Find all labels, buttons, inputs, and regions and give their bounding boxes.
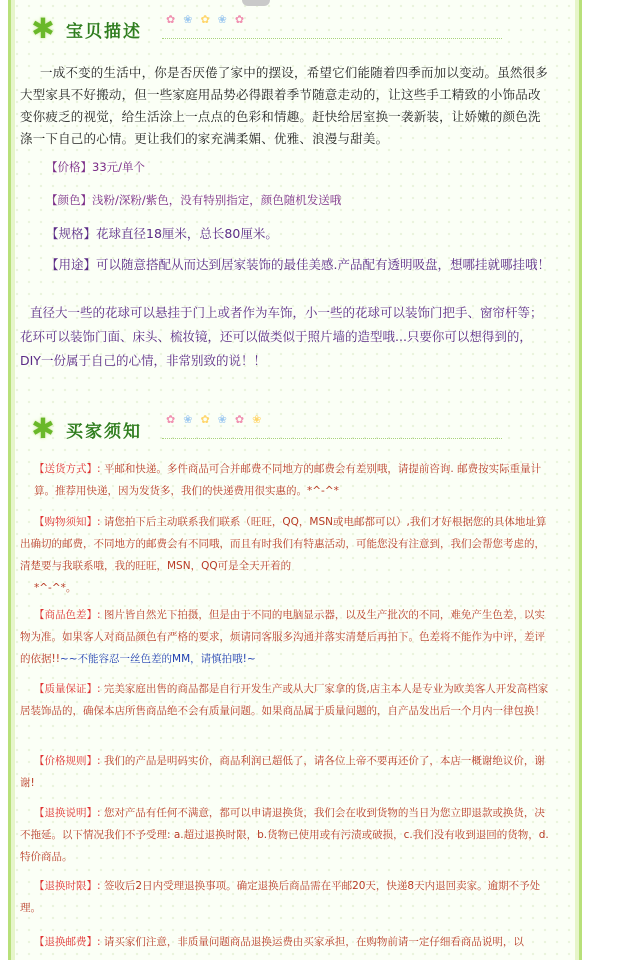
spec-value: 花球直径18厘米，总长80厘米。 xyxy=(96,226,278,241)
diy-paragraph: 直径大一些的花球可以悬挂于门上或者作为车饰，小一些的花球可以装饰门把手、窗帘杆等；花环可以装饰门面、床头、梳妆镜，还可以做类似于照片墙的造型哦...只要你可以想得到的，DIY一份属于自己的心情，非常别致的说！！ xyxy=(20,305,543,368)
flower-icon: ✿ xyxy=(166,413,176,426)
notice-label: 【退换说明】: xyxy=(34,807,101,819)
flower-icon: ❀ xyxy=(252,413,262,426)
flower-icon: ❀ xyxy=(183,413,193,426)
top-cap xyxy=(242,0,270,6)
spec-label: 【用途】 xyxy=(46,257,97,272)
notice-label: 【退换邮费】: xyxy=(34,936,101,948)
notice-price-rule xyxy=(20,750,552,794)
flower-icon: ✿ xyxy=(234,13,245,26)
flower-icon: ❀ xyxy=(217,13,227,26)
spec-color xyxy=(46,192,341,208)
notice-shipping xyxy=(20,458,552,502)
notice-text: 平邮和快递。多件商品可合并邮费不同地方的邮费会有差别哦，请提前咨询. xyxy=(103,463,454,475)
notice-text: 您对产品有任何不满意，都可以申请退换货，我们会在收到货物的当日为您立即退款或换货，决不拖延。以下情况我们不予受理: a.超过退换时限，b.货物已使用或有污渍或破损，c.我们没有收到退回的货物，d.特价商品。 xyxy=(20,807,549,863)
notice-text: 我们的产品是明码实价，商品利润已超低了，请各位上帝不要再还价了，本店一概谢绝议价，谢谢! xyxy=(20,755,545,789)
notice-label: 【送货方式】: xyxy=(34,463,101,475)
notice-label: 【价格规则】: xyxy=(34,755,101,767)
flower-decoration xyxy=(166,414,261,425)
section-header-notice xyxy=(22,408,542,452)
flower-icon: ✿ xyxy=(234,413,245,426)
spec-label: 【颜色】 xyxy=(46,193,92,207)
flower-icon: ❀ xyxy=(183,13,193,26)
spec-size xyxy=(46,224,278,242)
notice-text: 完美家庭出售的商品都是自行开发生产或从大厂家拿的货,店主本人是专业为欧美客人开发高档家居装饰品的，确保本店所售商品绝不会有质量问题。如果商品属于质量问题的，自产品发出后一个月内一律包换！ xyxy=(20,683,549,717)
dotted-divider xyxy=(162,438,502,439)
star-icon: ✱ xyxy=(28,14,58,44)
notice-text-cont: 邮费按实际重量计算。推荐用快递，因为发货多，我们的快递费用很实惠的。*^-^* xyxy=(34,463,542,497)
star-icon: ✱ xyxy=(28,414,58,444)
section-title: 宝贝描述 xyxy=(66,22,142,42)
notice-label: 【商品色差】: xyxy=(34,609,101,621)
spec-value: 33元/单个 xyxy=(92,160,146,174)
flower-icon: ✿ xyxy=(200,413,210,426)
notice-return-time xyxy=(20,875,552,919)
flower-decoration xyxy=(166,14,244,25)
notice-color-diff xyxy=(20,604,552,670)
section-title: 买家须知 xyxy=(66,422,142,442)
flower-icon: ✿ xyxy=(200,13,210,26)
flower-icon: ❀ xyxy=(217,413,227,426)
notice-label: 【退换时限】: xyxy=(34,880,101,892)
spec-value: 可以随意搭配从而达到居家装饰的最佳美感.产品配有透明吸盘，想哪挂就哪挂哦！ xyxy=(96,257,550,272)
spec-use xyxy=(20,253,552,277)
notice-label: 【购物须知】: xyxy=(34,516,101,528)
spec-label: 【规格】 xyxy=(46,226,97,241)
notice-blue-note: ~~不能容忍一丝色差的MM，请慎拍哦!~ xyxy=(59,653,256,665)
spec-value: 浅粉/深粉/紫色，没有特别指定，颜色随机发送哦 xyxy=(92,193,342,207)
notice-text-cont: *^-^*。 xyxy=(34,582,77,594)
intro-paragraph: 一成不变的生活中，你是否厌倦了家中的摆设，希望它们能随着四季而加以变动。虽然很多大型家具不好搬动，但一些家庭用品势必得跟着季节随意走动的，让这些手工精致的小饰品改变你疲乏的视觉，给生活涂上一点点的色彩和情趣。赶快给居室换一袭新装，让娇嫩的颜色洗涤一下自己的心情。更让我们的家充满柔媚、优雅、浪漫与甜美。 xyxy=(20,65,549,146)
notice-text: 图片皆自然光下拍摄，但是由于不同的电脑显示器，以及生产批次的不同，难免产生色差，以实物为准。如果客人对商品颜色有严格的要求，烦请同客服多沟通并落实清楚后再拍下。色差将不能作为中评，差评的依据!! xyxy=(20,609,545,665)
section-header-description xyxy=(22,8,542,52)
notice-return xyxy=(20,802,552,868)
notice-text: 请您拍下后主动联系我们联系（旺旺，QQ，MSN或电邮都可以）,我们才好根据您的具体地址算出确切的邮费，不同地方的邮费会有不同哦，而且有时我们有特惠活动，可能您没有注意到，我们会帮您考虑的，清楚要与我联系哦，我的旺旺，MSN，QQ可是全天开着的 xyxy=(20,516,547,572)
dotted-divider xyxy=(162,38,502,39)
notice-return-fee xyxy=(20,931,552,953)
notice-purchase xyxy=(20,511,552,599)
notice-text: 签收后2日内受理退换事项。确定退换后商品需在平邮20天，快递8天内退回卖家。逾期不予处理。 xyxy=(20,880,541,914)
spec-price xyxy=(46,159,145,175)
notice-text: 请买家们注意，非质量问题商品退换运费由买家承担，在购物前请一定仔细看商品说明，以 xyxy=(103,936,524,948)
notice-quality xyxy=(20,678,552,722)
spec-label: 【价格】 xyxy=(46,160,92,174)
flower-icon: ✿ xyxy=(166,13,176,26)
notice-label: 【质量保证】: xyxy=(34,683,101,695)
